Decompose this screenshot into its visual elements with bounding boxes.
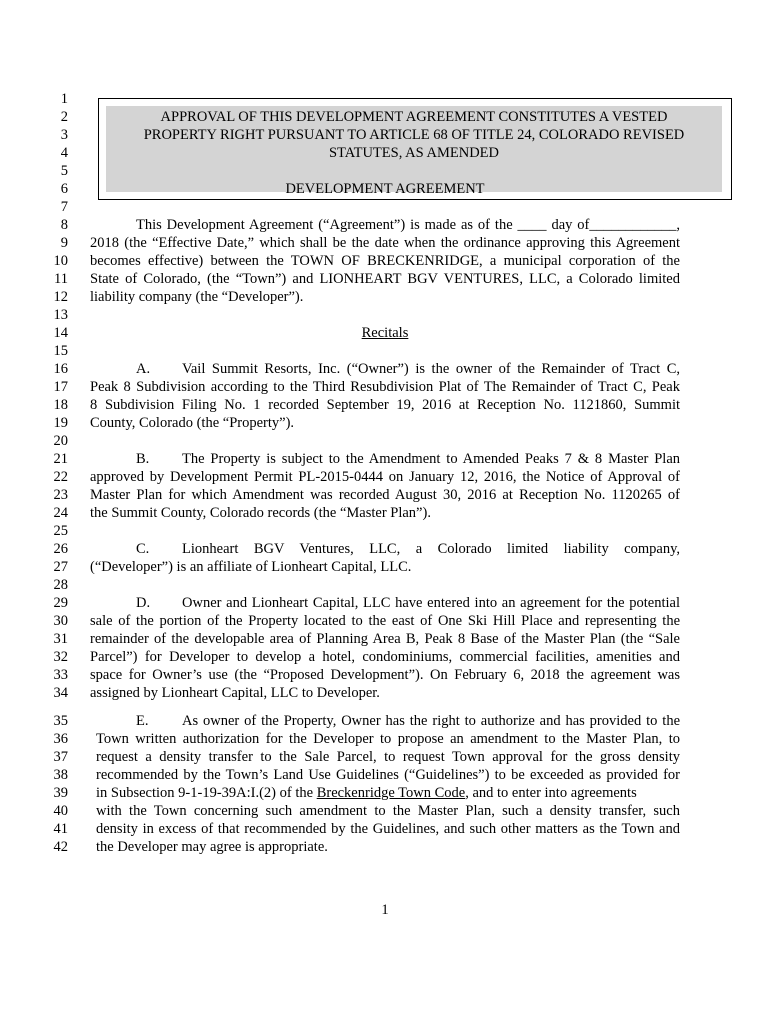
line-number: 15 [53, 343, 68, 359]
line-number: 6 [60, 181, 68, 197]
recital-line: with the Town concerning such amendment to the Master Plan, such a density transfer, such [96, 803, 680, 819]
intro-line: becomes effective) between the TOWN OF BRECKENRIDGE, a municipal corporation of the [90, 253, 680, 269]
town-code-citation: Breckenridge Town Code [316, 785, 466, 801]
recital-line: As owner of the Property, Owner has the right to authorize and has provided to the [182, 713, 680, 729]
line-number: 27 [53, 559, 68, 575]
line-number: 41 [53, 821, 68, 837]
line-number: 22 [53, 469, 68, 485]
line-number: 38 [53, 767, 68, 783]
citation-suffix: , and to enter into agreements [465, 785, 637, 801]
line-number: 13 [53, 307, 68, 323]
line-number: 16 [53, 361, 68, 377]
line-number: 24 [53, 505, 68, 521]
recital-line: 8 Subdivision Filing No. 1 recorded September 19, 2016 at Reception No. 1121860, Summit [90, 397, 680, 413]
line-number: 36 [53, 731, 68, 747]
line-number: 33 [53, 667, 68, 683]
recital-line: recommended by the Town’s Land Use Guidelines (“Guidelines”) to be exceeded as provided for [96, 767, 680, 783]
line-number: 3 [60, 127, 68, 143]
recital-line: Parcel”) for Developer to develop a hotel, condominiums, commercial facilities, amenities and [90, 649, 680, 665]
line-number: 1 [60, 91, 68, 107]
line-number: 5 [60, 163, 68, 179]
recital-line: Lionheart BGV Ventures, LLC, a Colorado limited liability company, [182, 541, 680, 557]
line-number: 12 [53, 289, 68, 305]
line-number: 26 [53, 541, 68, 557]
recital-line: request a density transfer to the Sale Parcel, to request Town approval for the gross density [96, 749, 680, 765]
recital-line: Master Plan for which Amendment was recorded August 30, 2016 at Reception No. 1120265 of [90, 487, 680, 503]
line-number: 10 [53, 253, 68, 269]
recital-line-with-citation [96, 784, 680, 802]
recital-line: Owner and Lionheart Capital, LLC have entered into an agreement for the potential [182, 595, 680, 611]
recital-line: sale of the portion of the Property located to the east of One Ski Hill Place and representing the [90, 613, 680, 629]
recital-line: the Summit County, Colorado records (the “Master Plan”). [90, 505, 431, 521]
line-number: 14 [53, 325, 68, 341]
notice-line: STATUTES, AS AMENDED [328, 145, 500, 161]
recital-letter: D. [136, 595, 151, 611]
citation-prefix: in Subsection 9-1-19-39A:I.(2) of the [96, 785, 317, 801]
line-number: 23 [53, 487, 68, 503]
intro-line: 2018 (the “Effective Date,” which shall be the date when the ordinance approving this Agreement [90, 235, 680, 251]
line-number: 8 [60, 217, 68, 233]
line-number: 21 [53, 451, 68, 467]
line-number: 4 [60, 145, 68, 161]
recital-line: Town written authorization for the Developer to propose an amendment to the Master Plan, to [96, 731, 680, 747]
intro-line: liability company (the “Developer”). [90, 289, 304, 305]
recital-line: the Developer may agree is appropriate. [96, 839, 328, 855]
line-number: 19 [53, 415, 68, 431]
recital-line: County, Colorado (the “Property”). [90, 415, 295, 431]
recital-letter: A. [136, 361, 151, 377]
line-number: 39 [53, 785, 68, 801]
line-number: 32 [53, 649, 68, 665]
recital-line: approved by Development Permit PL-2015-0444 on January 12, 2016, the Notice of Approval of [90, 469, 680, 485]
line-number: 20 [53, 433, 68, 449]
recital-line: remainder of the developable area of Planning Area B, Peak 8 Base of the Master Plan (the “Sale [90, 631, 680, 647]
line-number: 35 [53, 713, 68, 729]
line-number: 37 [53, 749, 68, 765]
line-number: 2 [60, 109, 68, 125]
recital-letter: B. [136, 451, 150, 467]
line-number: 9 [60, 235, 68, 251]
notice-line: PROPERTY RIGHT PURSUANT TO ARTICLE 68 OF TITLE 24, COLORADO REVISED [143, 127, 685, 143]
line-number: 29 [53, 595, 68, 611]
line-number: 7 [60, 199, 68, 215]
recital-line: Peak 8 Subdivision according to the Third Resubdivision Plat of The Remainder of Tract C, Peak [90, 379, 680, 395]
notice-line: APPROVAL OF THIS DEVELOPMENT AGREEMENT CONSTITUTES A VESTED [160, 109, 668, 125]
recital-line: space for Owner’s use (the “Proposed Development”). On February 6, 2018 the agreement was [90, 667, 680, 683]
page-number: 1 [381, 902, 389, 918]
intro-line: This Development Agreement (“Agreement”) is made as of the ____ day of____________, [136, 217, 680, 233]
intro-line: State of Colorado, (the “Town”) and LIONHEART BGV VENTURES, LLC, a Colorado limited [90, 271, 680, 287]
recital-line: density in excess of that recommended by the Guidelines, and such other matters as the Town and [96, 821, 680, 837]
recital-letter: C. [136, 541, 150, 557]
recital-line: (“Developer”) is an affiliate of Lionheart Capital, LLC. [90, 559, 412, 575]
line-number: 42 [53, 839, 68, 855]
line-number: 11 [54, 271, 68, 287]
recital-line: Vail Summit Resorts, Inc. (“Owner”) is the owner of the Remainder of Tract C, [182, 361, 680, 377]
recital-letter: E. [136, 713, 149, 729]
document-title: DEVELOPMENT AGREEMENT [285, 181, 485, 197]
recitals-heading: Recitals [361, 325, 409, 341]
line-number: 17 [53, 379, 68, 395]
line-number: 25 [53, 523, 68, 539]
line-number: 18 [53, 397, 68, 413]
recital-line: assigned by Lionheart Capital, LLC to Developer. [90, 685, 380, 701]
line-number: 31 [53, 631, 68, 647]
line-number: 28 [53, 577, 68, 593]
line-number: 34 [53, 685, 68, 701]
line-number: 30 [53, 613, 68, 629]
recital-line: The Property is subject to the Amendment to Amended Peaks 7 & 8 Master Plan [182, 451, 680, 467]
line-number: 40 [53, 803, 68, 819]
